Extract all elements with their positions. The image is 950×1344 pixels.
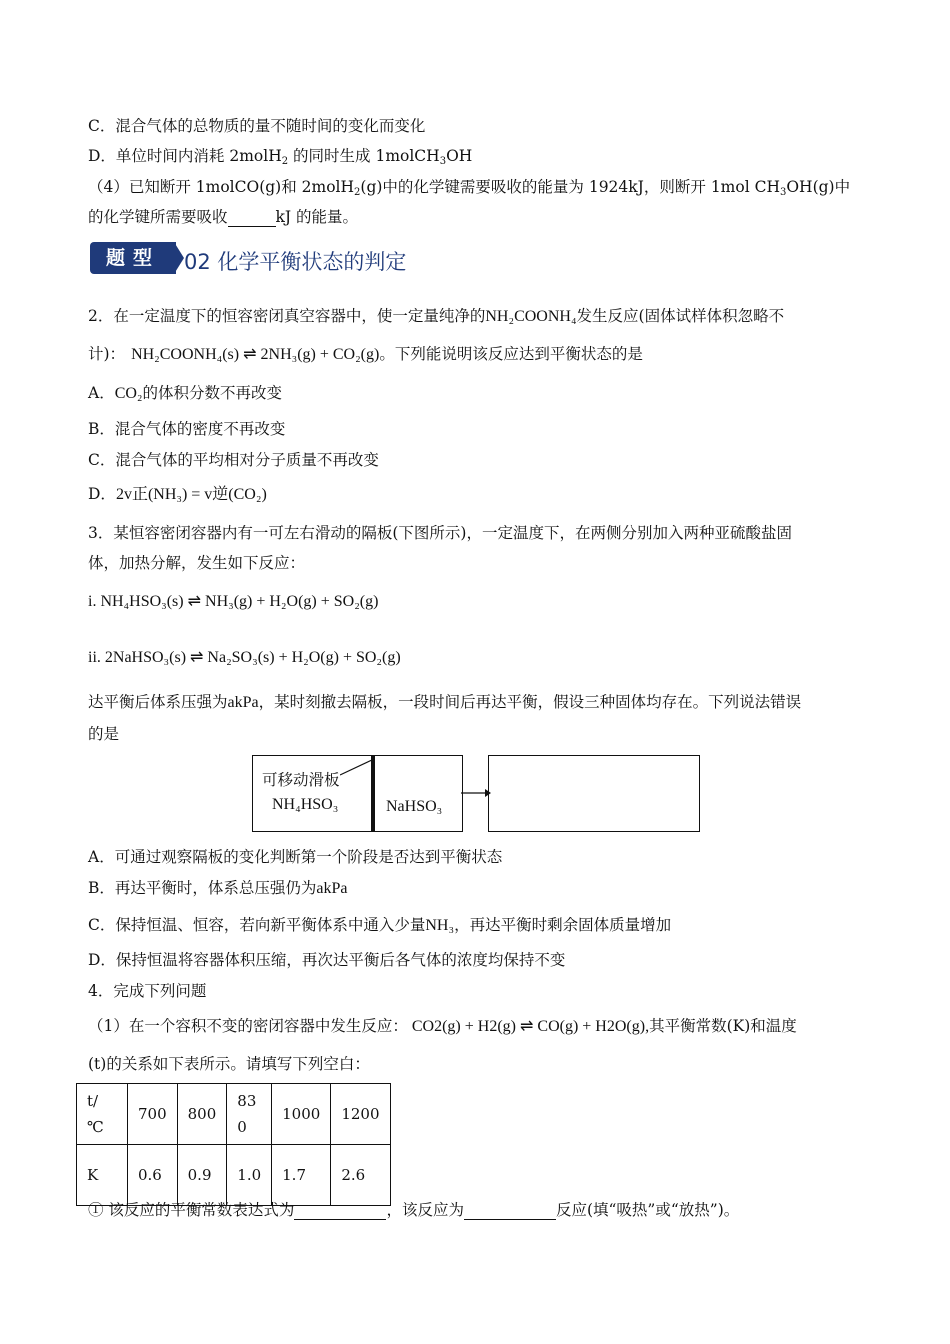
plate-label: 可移动滑板 <box>262 771 340 789</box>
answer-blank[interactable] <box>228 210 276 227</box>
q1-part4-line1: （4）已知断开 1molCO(g)和 2molH$_2$(g)中的化学键需要吸收的能量为 1924kJ，则断开 1mol $CH_3OH(g)$中 <box>88 178 851 198</box>
q3-equation-ii: ii. 2NaHSO₃(s) ⇌ Na₂SO₃(s) + H₂O(g) + SO₂(g) <box>88 649 401 666</box>
table-cell: t/ ℃ <box>77 1084 128 1145</box>
q1-option-c: C．混合气体的总物质的量不随时间的变化而变化 <box>88 117 426 135</box>
left-salt-label: NH₄HSO₃ <box>272 796 339 813</box>
table-cell: 1200 <box>331 1084 390 1145</box>
plate-pointer-line <box>340 757 380 777</box>
table-cell: 83 0 <box>227 1084 272 1145</box>
q3-option-a: A．可通过观察隔板的变化判断第一个阶段是否达到平衡状态 <box>88 848 503 866</box>
q3-option-c: C．保持恒温、恒容，若向新平衡体系中通入少量NH₃，再达平衡时剩余固体质量增加 <box>88 916 672 934</box>
q4-line1: 4．完成下列问题 <box>88 982 207 1000</box>
q4-part1-line1: （1）在一个容积不变的密闭容器中发生反应： CO2(g) + H2(g) ⇌ CO(g) + H2O(g),其平衡常数(K)和温度 <box>88 1017 797 1035</box>
q2-option-d: D．2v正(NH₃) = v逆(CO₂) <box>88 485 267 503</box>
table-cell: 1.7 <box>272 1145 331 1206</box>
section-banner <box>90 240 430 276</box>
section-title: 02 化学平衡状态的判定 <box>184 250 407 274</box>
table-cell: K <box>77 1145 128 1206</box>
arrow-icon <box>461 785 491 801</box>
section-tag-tail <box>174 242 184 274</box>
table-row <box>77 1145 391 1206</box>
answer-blank[interactable] <box>294 1203 386 1220</box>
q1-part4-line2: 的化学键所需要吸收 kJ 的能量。 <box>88 208 359 226</box>
table-cell: 1.0 <box>227 1145 272 1206</box>
table-cell: 0.9 <box>177 1145 227 1206</box>
q3-line2: 体，加热分解，发生如下反应： <box>88 554 306 572</box>
q2-line1: 2．在一定温度下的恒容密闭真空容器中，使一定量纯净的NH₂COONH₄发生反应(固体试样体积忽略不 <box>88 307 785 325</box>
q3-line4: 的是 <box>88 725 120 743</box>
container-right <box>488 755 700 832</box>
q4-part1-line2: (t)的关系如下表所示。请填写下列空白： <box>88 1055 370 1073</box>
table-cell: 2.6 <box>331 1145 390 1206</box>
answer-blank[interactable] <box>464 1203 556 1220</box>
q3-line1: 3．某恒容密闭容器内有一可左右滑动的隔板(下图所示)，一定温度下，在两侧分别加入两种亚硫酸盐固 <box>88 524 792 542</box>
q1-option-d: D．单位时间内消耗 2molH$_2$ 的同时生成 1molCH$_3$OH <box>88 147 473 167</box>
table-cell: 700 <box>128 1084 178 1145</box>
right-salt-label: NaHSO₃ <box>386 798 443 815</box>
q2-option-c: C．混合气体的平均相对分子质量不再改变 <box>88 451 379 469</box>
table-cell: 800 <box>177 1084 227 1145</box>
section-tag: 题型 <box>90 242 176 274</box>
table-cell: 1000 <box>272 1084 331 1145</box>
k-table <box>76 1083 391 1206</box>
q2-option-b: B．混合气体的密度不再改变 <box>88 420 286 438</box>
q4-subquestion-1: ① 该反应的平衡常数表达式为 ，该反应为 反应(填“吸热”或“放热”)。 <box>88 1201 740 1219</box>
table-cell: 0.6 <box>128 1145 178 1206</box>
q3-line3: 达平衡后体系压强为akPa，某时刻撤去隔板，一段时间后再达平衡，假设三种固体均存在。下列说法错误 <box>88 693 802 711</box>
table-row <box>77 1084 391 1145</box>
q2-option-a: A．CO₂的体积分数不再改变 <box>88 384 283 402</box>
q2-line2: 计)： NH₂COONH₄(s) ⇌ 2NH₃(g) + CO₂(g)。下列能说明该反应达到平衡状态的是 <box>88 345 643 363</box>
q3-option-b: B．再达平衡时，体系总压强仍为akPa <box>88 879 348 897</box>
q3-equation-i: i. NH₄HSO₃(s) ⇌ NH₃(g) + H₂O(g) + SO₂(g) <box>88 593 379 610</box>
q3-option-d: D．保持恒温将容器体积压缩，再次达平衡后各气体的浓度均保持不变 <box>88 951 566 969</box>
